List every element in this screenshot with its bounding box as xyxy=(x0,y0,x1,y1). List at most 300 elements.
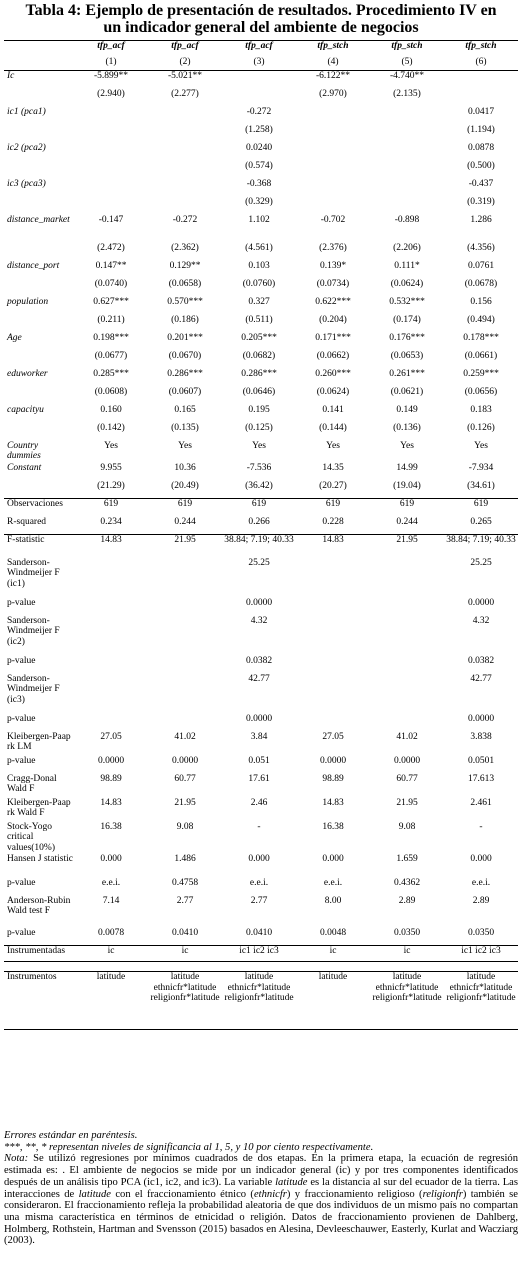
table-cell: (0.329) xyxy=(245,196,273,207)
table-cell: -5.899** xyxy=(93,71,129,81)
header-empty-cell xyxy=(4,41,74,57)
table-cell: (20.49) xyxy=(171,480,199,491)
table-cell: 0.627*** xyxy=(93,296,129,307)
table-row xyxy=(4,463,518,481)
table-cell: (0.0760) xyxy=(242,278,276,289)
significance-note: ***, **, * representan niveles de significancia al 1, 5, y 10 por ciento respectivamente. xyxy=(4,1141,374,1153)
table-cell xyxy=(74,179,148,197)
row-label: Ic xyxy=(7,71,15,81)
table-cell: (2.376) xyxy=(319,242,347,253)
table-cell: (2.206) xyxy=(393,242,421,253)
table-cell xyxy=(148,161,222,179)
table-cell: 1.102 xyxy=(248,214,270,225)
table-cell xyxy=(148,674,222,714)
table-cell: (0.0682) xyxy=(242,350,276,361)
row-label xyxy=(4,481,74,499)
row-label xyxy=(4,161,74,179)
table-cell xyxy=(74,107,148,125)
table-cell xyxy=(296,125,370,143)
table-cell xyxy=(74,197,148,215)
row-label xyxy=(4,243,74,261)
table-cell: 0.0382 xyxy=(467,655,495,666)
table-cell xyxy=(148,107,222,125)
column-number: (5) xyxy=(401,56,413,67)
table-cell xyxy=(296,179,370,197)
table-cell: 25.25 xyxy=(470,557,492,568)
table-cell: 3.84 xyxy=(250,731,268,742)
table-cell xyxy=(370,197,444,215)
table-cell: 16.38 xyxy=(322,821,344,832)
header-empty-cell xyxy=(4,57,74,71)
table-cell xyxy=(370,674,444,714)
row-label: ic1 (pca1) xyxy=(7,106,46,117)
table-cell xyxy=(296,714,370,732)
methodology-note: Nota: Se utilizó regresiones por mínimos cuadrados de dos etapas. En la primera etapa, la ecuación de regresión estimada es: . El ambiente de negocios se mide por un indicador general (ic) y por tres componentes identificados después de un análisis tipo PCA (ic1, ic2, and ic3). La variable latitude es la distancia al sur del ecuador de la tierra. Las interacciones de latitude con el fraccionamiento étnico (ethnicfr) y fraccionamiento religioso (religionfr) también se consideraron. El fraccionamiento refleja la probabilidad aleatoria de que dos individuos de un mismo país no compartan una misma característica en términos de etnicidad o religión. Datos de fraccionamiento provienen de Dahlberg, Holmberg, Rothstein, Hartman and Svensson (2015) basados en Alesina, Devleeschauwer, Easterly, Kurlat and Wacziarg (2003). xyxy=(4,1153,519,1247)
table-cell: 0.183 xyxy=(470,404,492,415)
column-number: (6) xyxy=(475,56,487,67)
table-row xyxy=(4,822,518,854)
table-row xyxy=(4,161,518,179)
table-cell: Yes xyxy=(474,440,488,451)
table-cell xyxy=(74,125,148,143)
table-cell: -0.898 xyxy=(394,214,420,225)
table-cell: Yes xyxy=(178,440,192,451)
table-cell: (4.356) xyxy=(467,242,495,253)
table-cell: 16.38 xyxy=(100,821,122,832)
table-cell: 27.05 xyxy=(100,731,122,742)
row-label xyxy=(4,89,74,107)
table-cell: 41.02 xyxy=(396,731,418,742)
table-cell: -0.272 xyxy=(172,214,198,225)
table-cell: 2.77 xyxy=(250,895,268,906)
table-row xyxy=(4,215,518,243)
table-cell: 0.0878 xyxy=(467,142,495,153)
table-cell xyxy=(444,71,518,89)
table-cell: 0.0048 xyxy=(319,927,347,938)
table-cell: (0.135) xyxy=(171,422,199,433)
table-cell: 14.35 xyxy=(322,462,344,473)
table-cell: 0.141 xyxy=(322,404,344,415)
table-cell: e.e.i. xyxy=(471,877,491,888)
row-label: ic2 (pca2) xyxy=(7,142,46,153)
table-title xyxy=(0,2,522,36)
table-row xyxy=(4,878,518,896)
table-cell: (2.135) xyxy=(393,88,421,99)
table-cell: 41.02 xyxy=(174,731,196,742)
table-notes xyxy=(4,1130,518,1247)
row-label xyxy=(4,197,74,215)
table-cell: -6.122** xyxy=(315,71,351,81)
table-cell: 0.0000 xyxy=(467,713,495,724)
row-label: p-value xyxy=(7,713,36,724)
table-cell: Yes xyxy=(400,440,414,451)
table-cell: 0.176*** xyxy=(389,332,425,343)
row-label: capacityu xyxy=(7,404,44,415)
table-cell: (0.0624) xyxy=(390,278,424,289)
row-label xyxy=(4,279,74,297)
column-number: (4) xyxy=(327,56,339,67)
table-cell xyxy=(296,558,370,598)
table-cell: 8.00 xyxy=(324,895,342,906)
table-cell xyxy=(370,179,444,197)
row-label: eduworker xyxy=(7,368,48,379)
table-cell xyxy=(148,714,222,732)
table-cell: 1.659 xyxy=(396,853,418,864)
table-row xyxy=(4,798,518,822)
table-cell: 0.0000 xyxy=(319,755,347,766)
table-row xyxy=(4,535,518,558)
table-cell: Yes xyxy=(252,440,266,451)
table-cell xyxy=(296,143,370,161)
table-cell: ic1 ic2 ic3 xyxy=(239,946,279,956)
table-cell xyxy=(444,89,518,107)
column-header: tfp_acf xyxy=(171,41,199,51)
table-row xyxy=(4,499,518,517)
table-cell: 38.84; 7.19; 40.33 xyxy=(446,535,516,545)
table-cell: 0.201*** xyxy=(167,332,203,343)
table-cell: 0.000 xyxy=(100,853,122,864)
table-cell xyxy=(296,107,370,125)
table-row xyxy=(4,107,518,125)
table-cell: ic xyxy=(403,946,411,956)
table-cell: 0.103 xyxy=(248,260,270,271)
table-cell: 21.95 xyxy=(396,797,418,808)
table-cell: 42.77 xyxy=(470,673,492,684)
table-cell: (0.0653) xyxy=(390,350,424,361)
table-cell: -5.021** xyxy=(167,71,203,81)
table-cell: 0.0410 xyxy=(245,927,273,938)
table-cell: 21.95 xyxy=(396,535,418,545)
table-row xyxy=(4,756,518,774)
table-cell xyxy=(296,598,370,616)
table-cell: 0.129** xyxy=(169,260,201,271)
table-cell: (0.0624) xyxy=(316,386,350,397)
table-cell: 619 xyxy=(251,499,267,509)
table-cell: (34.61) xyxy=(467,480,495,491)
table-cell: 0.000 xyxy=(248,853,270,864)
row-label: Instrumentos xyxy=(7,972,57,982)
table-cell xyxy=(74,616,148,656)
table-cell: 0.0000 xyxy=(171,755,199,766)
table-cell xyxy=(148,656,222,674)
table-cell: 14.83 xyxy=(322,535,344,545)
table-cell: (0.0608) xyxy=(94,386,128,397)
row-label: Observaciones xyxy=(7,499,63,509)
table-cell: 0.228 xyxy=(322,516,344,527)
table-cell: (0.0656) xyxy=(464,386,498,397)
column-header: tfp_stch xyxy=(317,41,349,51)
table-cell: -7.934 xyxy=(468,462,494,473)
table-cell xyxy=(370,616,444,656)
table-cell: (2.472) xyxy=(97,242,125,253)
table-cell: (36.42) xyxy=(245,480,273,491)
table-cell: 0.000 xyxy=(470,853,492,864)
table-cell xyxy=(296,616,370,656)
table-cell: 0.0501 xyxy=(467,755,495,766)
table-row xyxy=(4,972,518,1030)
table-cell xyxy=(444,962,518,972)
table-cell: (0.136) xyxy=(393,422,421,433)
row-label: p-value xyxy=(7,597,36,608)
table-cell: 1.486 xyxy=(174,853,196,864)
column-number: (1) xyxy=(105,56,117,67)
table-cell: 0.260*** xyxy=(315,368,351,379)
table-cell: 10.36 xyxy=(174,462,196,473)
table-cell: 0.0350 xyxy=(393,927,421,938)
table-cell: (2.940) xyxy=(97,88,125,99)
table-row xyxy=(4,714,518,732)
table-cell xyxy=(74,962,148,972)
table-cell: 0.261*** xyxy=(389,368,425,379)
column-number: (2) xyxy=(179,56,191,67)
table-cell: -0.368 xyxy=(246,178,272,189)
table-cell: 17.61 xyxy=(248,773,270,784)
table-cell: latitude ethnicfr*latitude religionfr*latitude xyxy=(224,972,294,1003)
table-cell: 0.111* xyxy=(394,260,420,271)
table-cell: 0.286*** xyxy=(241,368,277,379)
table-cell: (0.0661) xyxy=(464,350,498,361)
table-cell: 0.195 xyxy=(248,404,270,415)
table-cell: (0.211) xyxy=(97,314,125,325)
row-label: p-value xyxy=(7,755,36,766)
row-label: Cragg-Donal Wald F xyxy=(7,773,57,794)
table-cell: -7.536 xyxy=(246,462,272,473)
table-cell: (19.04) xyxy=(393,480,421,491)
table-cell: 0.266 xyxy=(248,516,270,527)
table-cell: 2.89 xyxy=(398,895,416,906)
column-header: tfp_stch xyxy=(465,41,497,51)
table-row xyxy=(4,732,518,756)
table-cell xyxy=(370,558,444,598)
table-cell: 0.149 xyxy=(396,404,418,415)
table-cell: (4.561) xyxy=(245,242,273,253)
table-cell: 0.622*** xyxy=(315,296,351,307)
table-title-line-1: Tabla 4: Ejemplo de presentación de resultados. Procedimiento IV en xyxy=(25,2,497,19)
table-cell xyxy=(370,161,444,179)
table-row xyxy=(4,279,518,297)
table-row xyxy=(4,71,518,89)
table-cell: -0.702 xyxy=(320,214,346,225)
row-label xyxy=(4,423,74,441)
column-header: tfp_stch xyxy=(391,41,423,51)
table-row xyxy=(4,423,518,441)
table-cell: (0.174) xyxy=(393,314,421,325)
row-label: p-value xyxy=(7,927,36,938)
table-cell: 0.000 xyxy=(322,853,344,864)
column-number-row xyxy=(4,57,518,71)
table-cell xyxy=(74,143,148,161)
table-cell: 1.286 xyxy=(470,214,492,225)
table-cell: ic xyxy=(107,946,115,956)
table-row xyxy=(4,774,518,798)
row-label: population xyxy=(7,296,49,307)
table-cell: 0.198*** xyxy=(93,332,129,343)
table-cell: latitude ethnicfr*latitude religionfr*latitude xyxy=(446,972,516,1003)
table-row xyxy=(4,405,518,423)
table-cell: 0.0410 xyxy=(171,927,199,938)
table-cell xyxy=(148,962,222,972)
table-row xyxy=(4,315,518,333)
table-cell: 619 xyxy=(177,499,193,509)
table-row xyxy=(4,387,518,405)
table-cell: 2.89 xyxy=(472,895,490,906)
table-row xyxy=(4,946,518,962)
row-label: Age xyxy=(7,332,22,343)
column-header-row xyxy=(4,41,518,57)
table-cell: 4.32 xyxy=(472,615,490,626)
table-cell: (20.27) xyxy=(319,480,347,491)
table-cell: 3.838 xyxy=(470,731,492,742)
table-cell xyxy=(74,714,148,732)
table-cell: 9.08 xyxy=(398,821,416,832)
table-cell: (0.144) xyxy=(319,422,347,433)
table-row xyxy=(4,598,518,616)
table-cell: (0.0670) xyxy=(168,350,202,361)
results-table xyxy=(4,40,518,1030)
row-label: Country dummies xyxy=(7,440,41,461)
table-cell: 14.83 xyxy=(100,535,122,545)
table-cell: 21.95 xyxy=(174,535,196,545)
table-cell xyxy=(74,656,148,674)
table-cell: 9.08 xyxy=(176,821,194,832)
table-row xyxy=(4,369,518,387)
table-cell: 4.32 xyxy=(250,615,268,626)
table-cell: 27.05 xyxy=(322,731,344,742)
table-cell xyxy=(148,179,222,197)
table-cell: (1.194) xyxy=(467,124,495,135)
table-cell: 9.955 xyxy=(100,462,122,473)
table-cell: 0.139* xyxy=(319,260,347,271)
row-label: distance_market xyxy=(7,214,70,225)
table-cell: 0.570*** xyxy=(167,296,203,307)
table-cell: 60.77 xyxy=(396,773,418,784)
row-label xyxy=(4,387,74,405)
table-cell xyxy=(370,962,444,972)
table-cell: 0.0382 xyxy=(245,655,273,666)
table-cell: 0.0000 xyxy=(393,755,421,766)
table-row xyxy=(4,481,518,499)
row-label: Instrumentadas xyxy=(7,946,66,956)
table-cell: 14.83 xyxy=(100,797,122,808)
table-cell: (0.0662) xyxy=(316,350,350,361)
column-header: tfp_acf xyxy=(245,41,273,51)
table-cell: ic xyxy=(181,946,189,956)
table-cell: 14.99 xyxy=(396,462,418,473)
row-label: Sanderson-Windmeijer F (ic2) xyxy=(7,615,60,647)
table-row xyxy=(4,143,518,161)
table-cell: 0.0000 xyxy=(97,755,125,766)
table-cell: (0.319) xyxy=(467,196,495,207)
table-cell: 619 xyxy=(325,499,341,509)
table-row xyxy=(4,928,518,946)
table-row xyxy=(4,656,518,674)
table-row xyxy=(4,179,518,197)
table-cell xyxy=(148,143,222,161)
table-cell: 619 xyxy=(399,499,415,509)
table-cell: 0.327 xyxy=(248,296,270,307)
table-cell: 38.84; 7.19; 40.33 xyxy=(224,535,294,545)
table-cell: latitude xyxy=(318,972,348,982)
table-cell xyxy=(296,656,370,674)
table-cell: 0.0000 xyxy=(245,713,273,724)
table-cell: 0.205*** xyxy=(241,332,277,343)
table-cell: 0.178*** xyxy=(463,332,499,343)
row-label: ic3 (pca3) xyxy=(7,178,46,189)
table-cell: 0.0078 xyxy=(97,927,125,938)
table-cell xyxy=(148,197,222,215)
table-cell xyxy=(296,962,370,972)
table-cell: (0.0607) xyxy=(168,386,202,397)
table-cell: (0.574) xyxy=(245,160,273,171)
table-cell: (0.511) xyxy=(245,314,273,325)
table-cell: latitude ethnicfr*latitude religionfr*latitude xyxy=(150,972,220,1003)
table-cell: 0.285*** xyxy=(93,368,129,379)
row-label: p-value xyxy=(7,655,36,666)
table-cell xyxy=(222,89,296,107)
table-cell: 0.156 xyxy=(470,296,492,307)
table-cell: 0.259*** xyxy=(463,368,499,379)
table-cell: 0.265 xyxy=(470,516,492,527)
table-cell: (0.204) xyxy=(319,314,347,325)
table-cell: 0.0350 xyxy=(467,927,495,938)
row-label xyxy=(4,351,74,369)
table-cell: latitude ethnicfr*latitude religionfr*latitude xyxy=(372,972,442,1003)
table-row xyxy=(4,297,518,315)
table-cell: 17.613 xyxy=(467,773,495,784)
table-cell xyxy=(370,714,444,732)
table-cell: -0.147 xyxy=(98,214,124,225)
table-cell: (2.277) xyxy=(171,88,199,99)
table-cell: (0.494) xyxy=(467,314,495,325)
table-cell xyxy=(148,598,222,616)
row-label xyxy=(4,315,74,333)
table-cell: e.e.i. xyxy=(249,877,269,888)
table-cell xyxy=(148,558,222,598)
table-cell: Yes xyxy=(326,440,340,451)
table-cell xyxy=(370,125,444,143)
table-cell: 21.95 xyxy=(174,797,196,808)
table-cell: (0.500) xyxy=(467,160,495,171)
table-cell: 42.77 xyxy=(248,673,270,684)
table-cell: (0.0646) xyxy=(242,386,276,397)
table-cell: 0.165 xyxy=(174,404,196,415)
table-cell: -0.437 xyxy=(468,178,494,189)
table-cell: 60.77 xyxy=(174,773,196,784)
table-cell: 0.0417 xyxy=(467,106,495,117)
table-cell: (0.0740) xyxy=(94,278,128,289)
table-cell: e.e.i. xyxy=(323,877,343,888)
table-cell: 0.147** xyxy=(95,260,127,271)
table-cell: ic1 ic2 ic3 xyxy=(461,946,501,956)
table-cell: 0.0240 xyxy=(245,142,273,153)
table-cell: 0.4758 xyxy=(171,877,199,888)
table-cell: (0.126) xyxy=(467,422,495,433)
table-row xyxy=(4,333,518,351)
table-cell xyxy=(296,674,370,714)
table-cell xyxy=(148,616,222,656)
table-row xyxy=(4,243,518,261)
table-cell: - xyxy=(479,821,483,832)
table-cell xyxy=(222,962,296,972)
table-cell: 2.46 xyxy=(250,797,268,808)
standard-errors-note: Errores estándar en paréntesis. xyxy=(4,1130,138,1141)
table-cell xyxy=(74,674,148,714)
table-cell: (0.186) xyxy=(171,314,199,325)
table-cell xyxy=(370,656,444,674)
table-cell xyxy=(370,143,444,161)
table-row xyxy=(4,89,518,107)
row-label: Sanderson-Windmeijer F (ic3) xyxy=(7,673,60,705)
